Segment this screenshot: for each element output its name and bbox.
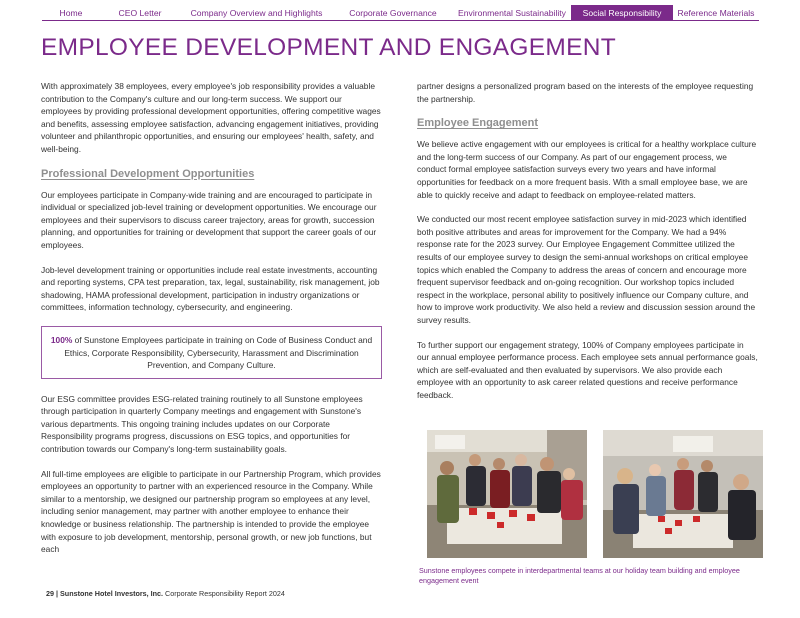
left-column	[41, 80, 382, 568]
right-column	[417, 80, 758, 413]
engagement-paragraph-3: To further support our engagement strategy, 100% of Company employees participate in our annual employee performance process. Each employee sets annual performance goals, which are self-evaluated and then evaluated by supervisors. We also provide each employee with an opportunity to ask career related questions and receive performance feedback.	[417, 339, 758, 400]
page-title: EMPLOYEE DEVELOPMENT AND ENGAGEMENT	[41, 34, 617, 61]
engagement-paragraph-1: We believe active engagement with our employees is critical for a healthy workplace culture and the long-term success of our Company. As part of our engagement process, we conduct formal employee satisfaction surveys every two years and have informal opportunities for feedback on a more frequent basis. With a small employee base, we are able to quickly receive and adapt to feedback on employee-related matters.	[417, 139, 757, 200]
page-footer	[46, 589, 285, 598]
heading-employee-engagement	[417, 117, 758, 130]
esg-training-paragraph: Our ESG committee provides ESG-related training routinely to all Sunstone employees through participation in quarterly Company meetings and engagement with Sunstone's various departments. This ongoing training includes updates on our Corporate Responsibility programs progress, discussions on ESG topics, and opportunities for contribution towards our Company's long-term sustainability goals.	[41, 393, 363, 455]
professional-development-paragraph-1: Our employees participate in Company-wide training and are encouraged to participate in individual or specialized job-level training or development opportunities. We encourage our employees and their supervisors to discuss career trajectory, areas for growth, succession planning, and opportunities for training or development that support the career goals of our employees.	[41, 189, 377, 250]
heading-professional-development	[41, 168, 382, 181]
footer-separator: |	[54, 589, 61, 598]
nav-tab-reference-materials[interactable]: Reference Materials	[677, 7, 755, 18]
professional-development-paragraph-2: Job-level development training or opportunities include real estate investments, accounting and reporting systems, CPA test preparation, tax, legal, sustainability, risk management, job shadowing, HAMA professional development, participation in industry organizations or committees, information technology, cybersecurity, and engineering.	[41, 264, 380, 313]
nav-tab-ceo-letter[interactable]: CEO Letter	[118, 7, 162, 18]
team-building-photo-2-image	[603, 430, 763, 558]
nav-tab-corporate-governance[interactable]: Corporate Governance	[349, 7, 437, 18]
training-callout-box	[41, 326, 382, 379]
team-building-photo-2	[603, 430, 763, 558]
partnership-program-paragraph: All full-time employees are eligible to participate in our Partnership Program, which provides employees an opportunity to partner with an experienced resource in the Company. While similar to a mentorship, we designed our partnership program so employees at any level, including senior management, may partner with another employee to enhance their knowledge or business relationship. The partnership is intended to provide the employee with exposure to job development, mentorship, personal growth, or new job functions, but each	[41, 468, 381, 555]
nav-tab-social-responsibility[interactable]: Social Responsibility	[571, 5, 673, 20]
engagement-paragraph-2: We conducted our most recent employee satisfaction survey in mid-2023 which identified both positive attributes and areas for improvement for the Company. We had a 94% response rate for the 2023 survey. Our Employee Engagement Committee utilized the results of our employee survey to design the semi-annual workshops on critical employee topics which enabled the Company to address the areas of concern and encourage more frequent supervisor feedback and on-going recognition. Our workshop topics included respect in the workplace, personal ability to positively influence our Company culture, and how to improve work productivity. We also held a review and discussion session around the survey results.	[417, 214, 756, 325]
nav-tab-company-overview[interactable]: Company Overview and Highlights	[190, 7, 323, 18]
partnership-continued-paragraph: partner designs a personalized program based on the interests of the employee requesting the partnership.	[417, 81, 754, 104]
footer-page-number: 29	[46, 589, 54, 598]
heading-employee-engagement-text: Employee Engagement	[417, 117, 539, 130]
team-building-photo-1-image	[427, 430, 587, 558]
top-navigation	[42, 5, 759, 21]
heading-professional-development-text: Professional Development Opportunities	[41, 167, 255, 180]
intro-paragraph: With approximately 38 employees, every employee's job responsibility provides a valuable contribution to the Company's culture and our long-term success. We support our employees by providing professional development opportunities, offering competitive wages and benefits, assessing employee satisfaction, advancing engagement initiatives, providing volunteer and philanthropic opportunities, and ensuring our employees' health, safety, and well-being.	[41, 81, 381, 154]
nav-tab-environmental-sustainability[interactable]: Environmental Sustainability	[458, 7, 566, 18]
event-photos	[427, 430, 763, 558]
footer-company-name: Sunstone Hotel Investors, Inc.	[60, 589, 164, 598]
callout-percentage: 100%	[50, 334, 73, 345]
callout-text: of Sunstone Employees participate in training on Code of Business Conduct and Ethics, Corporate Responsibility, Cybersecurity, Harassment and Discrimination Prevention, and Company Culture.	[64, 334, 373, 371]
nav-tab-home[interactable]: Home	[59, 7, 83, 18]
footer-report-title: Corporate Responsibility Report 2024	[163, 589, 285, 598]
team-building-photo-1	[427, 430, 587, 558]
photo-caption: Sunstone employees compete in interdepartmental teams at our holiday team building and employee engagement event	[419, 566, 740, 585]
